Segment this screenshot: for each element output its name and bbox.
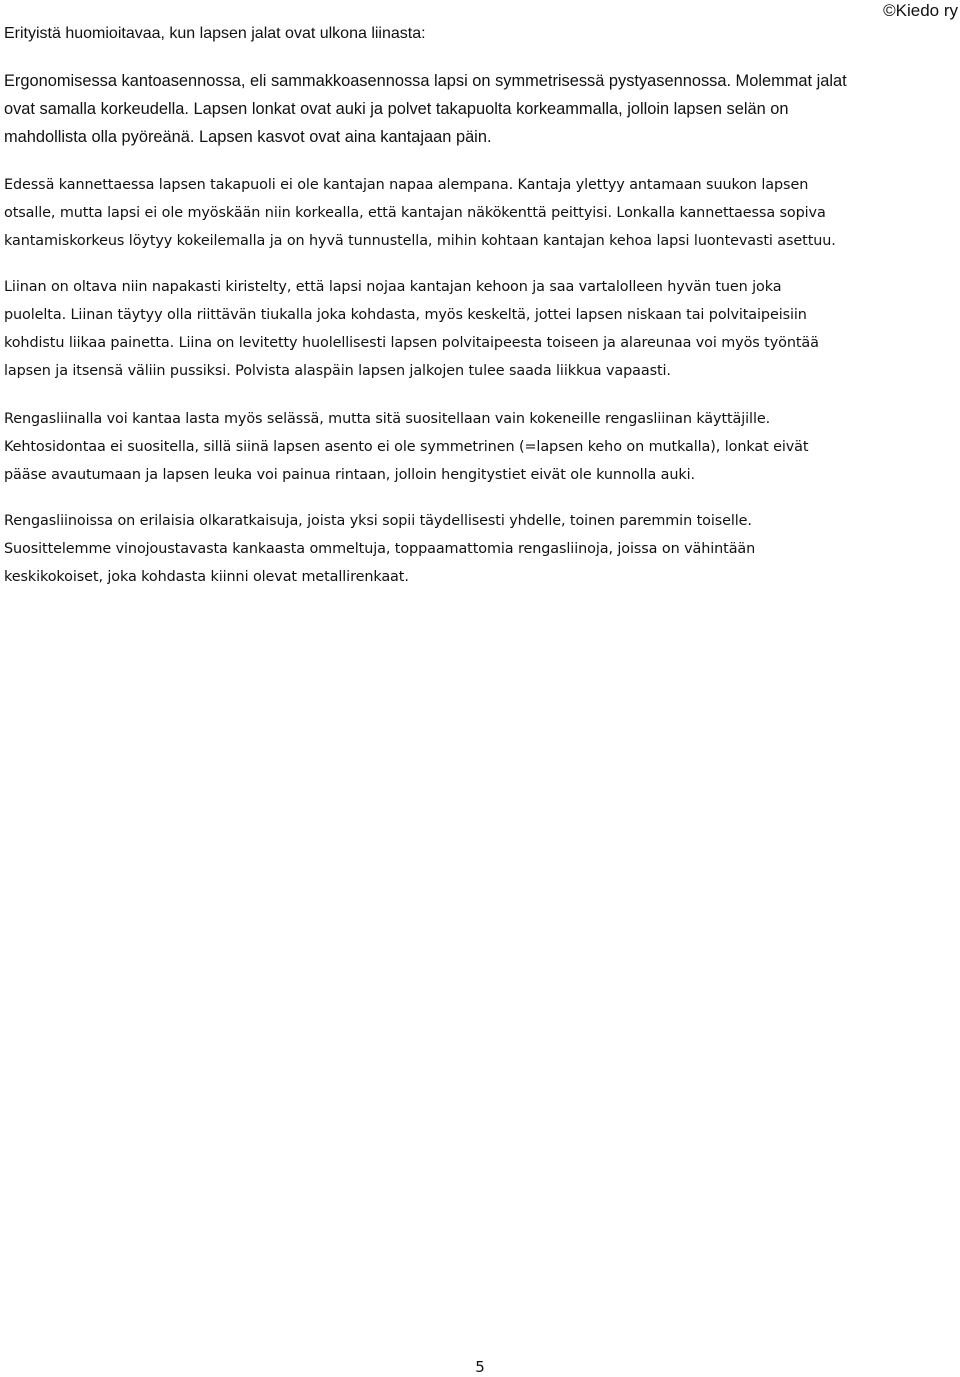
paragraph-line: Kehtosidontaa ei suositella, sillä siinä lapsen asento ei ole symmetrinen (=lapsen keho on mutkalla), lonkat eivät xyxy=(4,439,809,455)
paragraph-line: Liinan on oltava niin napakasti kiristelty, että lapsi nojaa kantajan kehoon ja saa vartalolleen hyvän tuen joka xyxy=(4,279,782,295)
paragraph-line: Suosittelemme vinojoustavasta kankaasta ommeltuja, toppaamattomia rengasliinoja, joissa on vähintään xyxy=(4,541,756,557)
paragraph-line: pääse avautumaan ja lapsen leuka voi painua rintaan, jolloin hengitystiet eivät ole kunnolla auki. xyxy=(4,467,695,483)
paragraph-line: ovat samalla korkeudella. Lapsen lonkat ovat auki ja polvet takapuolta korkeammalla, jolloin lapsen selän on xyxy=(4,100,789,118)
paragraph-line: keskikokoiset, joka kohdasta kiinni olevat metallirenkaat. xyxy=(4,569,409,585)
paragraph-line: lapsen ja itsensä väliin pussiksi. Polvista alaspäin lapsen jalkojen tulee saada liikkua vapaasti. xyxy=(4,363,671,379)
section-heading: Erityistä huomioitavaa, kun lapsen jalat ovat ulkona liinasta: xyxy=(4,25,426,42)
paragraph-line: Ergonomisessa kantoasennossa, eli sammakkoasennossa lapsi on symmetrisessä pystyasennossa. Molemmat jalat xyxy=(4,72,847,90)
paragraph-back-carry xyxy=(4,405,956,489)
paragraph-line: mahdollista olla pyöreänä. Lapsen kasvot ovat aina kantajaan päin. xyxy=(4,128,492,146)
paragraph-line: Rengasliinoissa on erilaisia olkaratkaisuja, joista yksi sopii täydellisesti yhdelle, toinen paremmin toiselle. xyxy=(4,513,752,529)
paragraph-line: puolelta. Liinan täytyy olla riittävän tiukalla joka kohdasta, myös keskeltä, jottei lapsen niskaan tai polvitaipeisiin xyxy=(4,307,807,323)
page-number: 5 xyxy=(475,1358,485,1376)
paragraph-line: Rengasliinalla voi kantaa lasta myös selässä, mutta sitä suositellaan vain kokeneille rengasliinan käyttäjille. xyxy=(4,411,771,427)
paragraph-ergonomic-position xyxy=(4,67,956,151)
paragraph-sling-tightening xyxy=(4,273,956,385)
paragraph-carrying-height xyxy=(4,171,956,255)
paragraph-shoulder-options xyxy=(4,507,956,591)
paragraph-line: Edessä kannettaessa lapsen takapuoli ei ole kantajan napaa alempana. Kantaja ylettyy antamaan suukon lapsen xyxy=(4,177,809,193)
paragraph-line: otsalle, mutta lapsi ei ole myöskään niin korkealla, että kantajan näkökenttä peittyisi. Lonkalla kannettaessa sopiva xyxy=(4,205,826,221)
paragraph-line: kantamiskorkeus löytyy kokeilemalla ja on hyvä tunnustella, mihin kohtaan kantajan kehoa lapsi luontevasti asettuu. xyxy=(4,233,836,249)
paragraph-line: kohdistu liikaa painetta. Liina on levitetty huolellisesti lapsen polvitaipeesta toiseen ja alareunaa voi myös työntää xyxy=(4,335,819,351)
copyright-notice: ©Kiedo ry xyxy=(883,1,958,20)
